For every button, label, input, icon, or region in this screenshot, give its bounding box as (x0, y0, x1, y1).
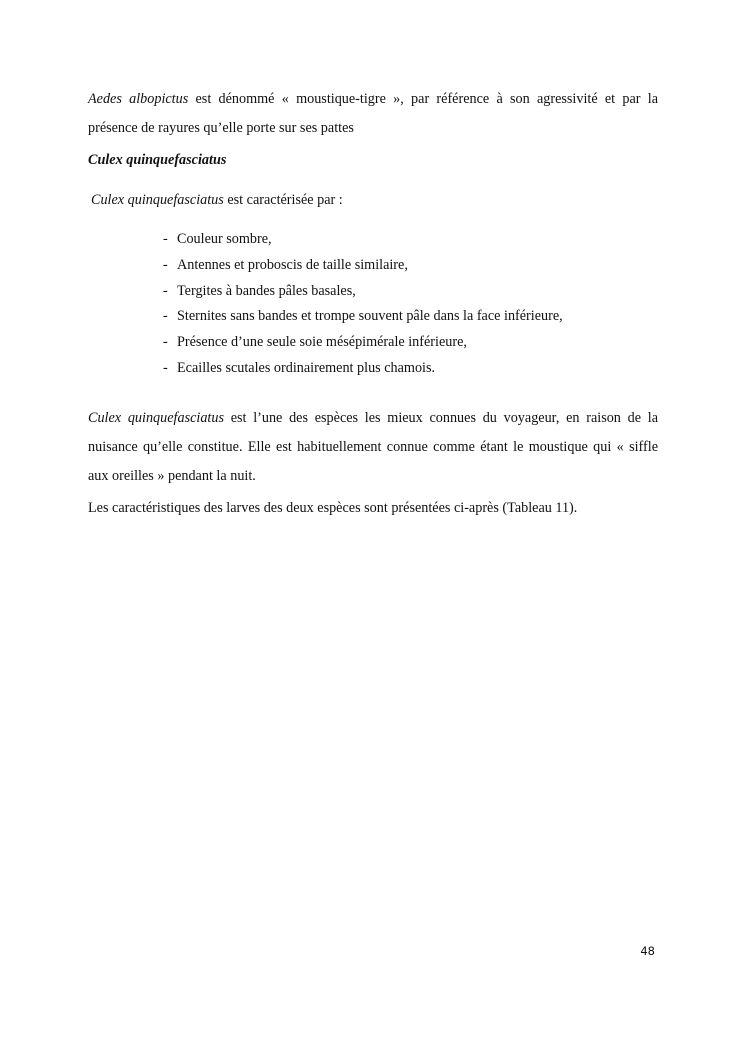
paragraph-culex-text: est l’une des espèces les mieux connues du voyageur, en raison de la nuisance qu’elle constitue. Elle est habituellement connue comme étant le moustique qui « siffle aux oreilles » pendant la nuit. (88, 410, 658, 484)
characteristics-list (163, 228, 563, 383)
paragraph-larvae-reference: Les caractéristiques des larves des deux espèces sont présentées ci-après (Tableau 11). (88, 500, 578, 516)
species-name-culex: Culex quinquefasciatus (88, 410, 224, 426)
list-item (163, 228, 563, 254)
list-item-text: Couleur sombre, (177, 231, 272, 247)
paragraph-aedes-albopictus (88, 85, 658, 143)
list-item (163, 254, 563, 280)
list-item (163, 305, 563, 331)
list-item (163, 331, 563, 357)
list-dash: - (163, 231, 168, 247)
list-item-text: Sternites sans bandes et trompe souvent pâle dans la face inférieure, (177, 308, 563, 325)
list-item-text: Tergites à bandes pâles basales, (177, 282, 356, 299)
list-item-text: Antennes et proboscis de taille similaire, (177, 256, 408, 273)
list-dash: - (163, 308, 168, 325)
list-dash: - (163, 282, 168, 299)
species-name-aedes: Aedes albopictus (88, 91, 189, 107)
list-dash: - (163, 359, 168, 376)
page-number: 48 (640, 944, 655, 958)
list-item (163, 357, 563, 383)
culex-intro-line (91, 189, 343, 211)
list-item (163, 280, 563, 306)
paragraph-aedes-text: est dénommé « moustique-tigre », par référence à son agressivité et par la présence de rayures qu’elle porte sur ses pattes (88, 91, 658, 136)
list-dash: - (163, 334, 168, 351)
species-name-culex-intro: Culex quinquefasciatus (91, 192, 224, 208)
list-item-text: Ecailles scutales ordinairement plus chamois. (177, 359, 436, 376)
section-heading-culex: Culex quinquefasciatus (88, 152, 227, 168)
culex-intro-text: est caractérisée par : (223, 192, 343, 208)
paragraph-culex-description (88, 404, 658, 491)
list-dash: - (163, 256, 168, 273)
list-item-text: Présence d’une seule soie mésépimérale inférieure, (177, 334, 467, 351)
